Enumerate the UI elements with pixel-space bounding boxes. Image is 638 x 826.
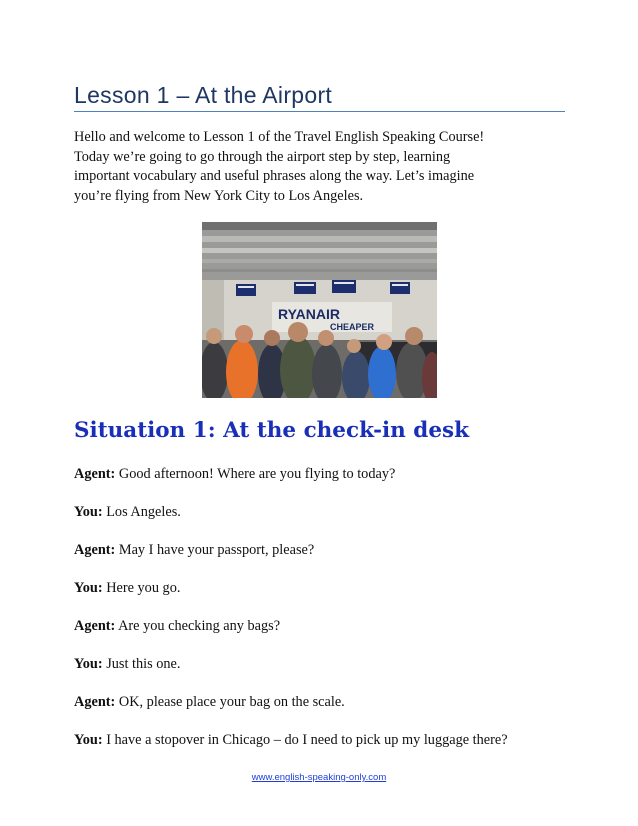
- speaker-label: You:: [74, 732, 103, 748]
- speaker-label: Agent:: [74, 466, 116, 482]
- title-underline: [74, 111, 565, 112]
- speaker-label: You:: [74, 656, 103, 672]
- dialog-text: Good afternoon! Where are you flying to today?: [118, 466, 396, 482]
- section-heading: Situation 1: At the check-in desk: [74, 418, 470, 443]
- speaker-label: You:: [74, 504, 103, 520]
- speaker-label: Agent:: [74, 618, 116, 634]
- intro-line: you’re flying from New York City to Los Angeles.: [74, 187, 364, 204]
- speaker-label: Agent:: [74, 542, 116, 558]
- dialog-line: [74, 694, 574, 713]
- dialog-text: Los Angeles.: [106, 504, 181, 520]
- dialog-text: Just this one.: [106, 656, 181, 672]
- airport-checkin-photo: [202, 222, 437, 398]
- speaker-label: You:: [74, 580, 103, 596]
- dialog-text: I have a stopover in Chicago – do I need to pick up my luggage there?: [106, 732, 508, 748]
- dialog-line: [74, 542, 574, 561]
- intro-line: important vocabulary and useful phrases along the way. Let’s imagine: [74, 168, 475, 184]
- dialog-text: May I have your passport, please?: [118, 542, 315, 558]
- page-title: Lesson 1 – At the Airport: [74, 82, 333, 108]
- dialog-line: [74, 656, 574, 675]
- ryanair-sign-subtext: CHEAPER: [330, 322, 375, 332]
- intro-paragraph: [74, 128, 574, 206]
- intro-line: Today we’re going to go through the airport step by step, learning: [74, 148, 451, 165]
- dialog-text: Here you go.: [106, 580, 181, 596]
- ryanair-sign-text: RYANAIR: [278, 306, 340, 322]
- dialog-line: [74, 580, 574, 599]
- dialog-list: [74, 466, 574, 770]
- dialog-text: OK, please place your bag on the scale.: [118, 694, 345, 710]
- dialog-text: Are you checking any bags?: [118, 618, 281, 634]
- page-footer: [0, 772, 638, 783]
- dialog-line: [74, 618, 574, 637]
- intro-line: Hello and welcome to Lesson 1 of the Travel English Speaking Course!: [74, 129, 485, 145]
- dialog-line: [74, 466, 574, 485]
- dialog-line: [74, 732, 574, 751]
- speaker-label: Agent:: [74, 694, 116, 710]
- website-link[interactable]: www.english-speaking-only.com: [251, 772, 387, 783]
- dialog-line: [74, 504, 574, 523]
